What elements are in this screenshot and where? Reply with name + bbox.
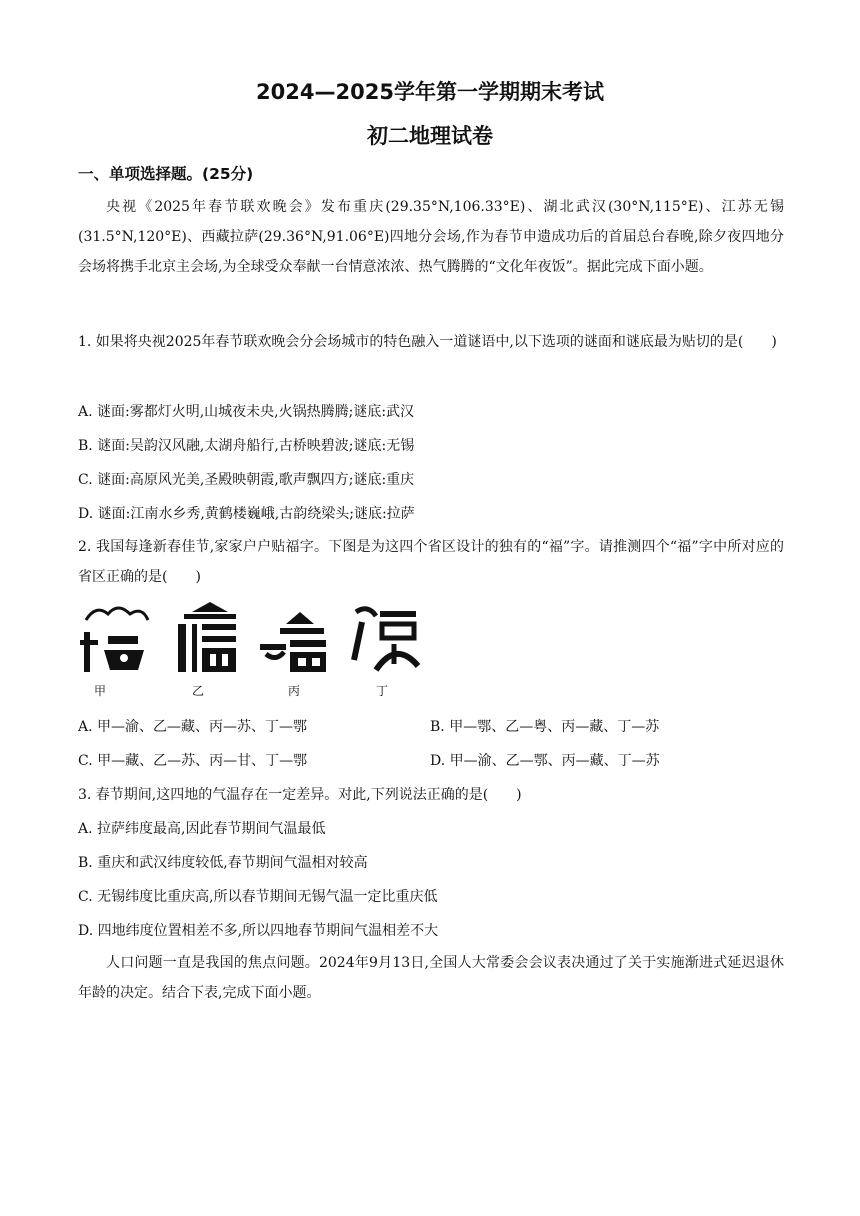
question-3-option-a[interactable]: A. 拉萨纬度最高,因此春节期间气温最低: [78, 821, 326, 837]
fu-character-ding-image: [346, 598, 426, 678]
fu-character-bing-image: [256, 598, 336, 678]
fu-label-bing: 丙: [288, 684, 301, 698]
exam-subtitle: 初二地理试卷: [367, 124, 493, 148]
question-2-option-b[interactable]: B. 甲—鄂、乙—粤、丙—藏、丁—苏: [430, 719, 660, 735]
question-2-option-c[interactable]: C. 甲—藏、乙—苏、丙—甘、丁—鄂: [78, 753, 308, 769]
fu-label-ding: 丁: [376, 684, 389, 698]
fu-label-yi: 乙: [192, 684, 205, 698]
fu-character-yi-image: [170, 598, 250, 678]
fu-character-jia-image: [78, 598, 158, 678]
question-3-option-c[interactable]: C. 无锡纬度比重庆高,所以春节期间无锡气温一定比重庆低: [78, 889, 438, 905]
question-2-stem: 2. 我国每逢新春佳节,家家户户贴福字。下图是为这四个省区设计的独有的“福”字。请推测四个“福”字中所对应的省区正确的是( ): [78, 539, 784, 585]
question-1-option-b[interactable]: B. 谜面:吴韵汉风融,太湖舟船行,古桥映碧波;谜底:无锡: [78, 438, 415, 454]
question-1-stem: 1. 如果将央视2025年春节联欢晚会分会场城市的特色融入一道谜语中,以下选项的谜面和谜底最为贴切的是( ): [78, 334, 777, 350]
fu-character-figure: [78, 598, 438, 698]
passage-intro: 央视《2025年春节联欢晚会》发布重庆(29.35°N,106.33°E)、湖北武汉(30°N,115°E)、江苏无锡(31.5°N,120°E)、西藏拉萨(29.36°N,91.06°E)四地分会场,作为春节申遗成功后的首届总台春晚,除夕夜四地分会场将携手北京主会场,为全球受众奉献一台情意浓浓、热气腾腾的“文化年夜饭”。据此完成下面小题。: [78, 199, 784, 275]
question-1-option-a[interactable]: A. 谜面:雾都灯火明,山城夜未央,火锅热腾腾;谜底:武汉: [78, 404, 415, 420]
passage-population: 人口问题一直是我国的焦点问题。2024年9月13日,全国人大常委会会议表决通过了关于实施渐进式延迟退休年龄的决定。结合下表,完成下面小题。: [78, 955, 784, 1001]
fu-label-jia: 甲: [94, 684, 107, 698]
question-1-option-c[interactable]: C. 谜面:高原风光美,圣殿映朝霞,歌声飘四方;谜底:重庆: [78, 472, 415, 488]
exam-title: 2024—2025学年第一学期期末考试: [256, 80, 604, 104]
question-3-stem: 3. 春节期间,这四地的气温存在一定差异。对此,下列说法正确的是( ): [78, 787, 522, 803]
question-1-option-d[interactable]: D. 谜面:江南水乡秀,黄鹤楼巍峨,古韵绕梁头;谜底:拉萨: [78, 506, 415, 522]
question-3-option-d[interactable]: D. 四地纬度位置相差不多,所以四地春节期间气温相差不大: [78, 923, 439, 939]
question-2-option-d[interactable]: D. 甲—渝、乙—鄂、丙—藏、丁—苏: [430, 753, 660, 769]
question-3-option-b[interactable]: B. 重庆和武汉纬度较低,春节期间气温相对较高: [78, 855, 368, 871]
question-2-option-a[interactable]: A. 甲—渝、乙—藏、丙—苏、丁—鄂: [78, 719, 308, 735]
section-heading: 一、单项选择题。(25分): [78, 165, 254, 183]
